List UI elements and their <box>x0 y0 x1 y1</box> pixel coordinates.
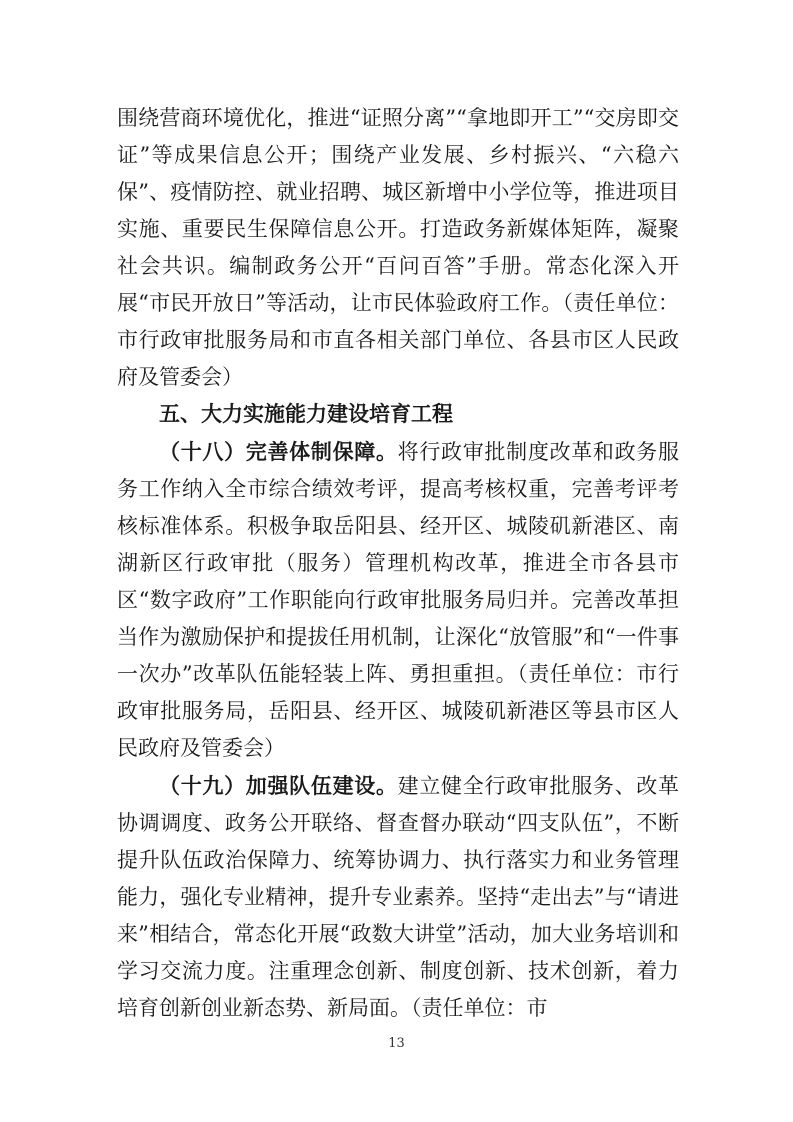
paragraph-19-title: （十九）加强队伍建设。 <box>159 773 398 798</box>
paragraph-18-body: 将行政审批制度改革和政务服务工作纳入全市综合绩效考评，提高考核权重，完善考评考核标准体系。积极争取岳阳县、经开区、城陵矶新港区、南湖新区行政审批（服务）管理机构改革，推进全市各县市区“数字政府”工作职能向行政审批服务局归并。完善改革担当作为激励保护和提拔任用机制，让深化“放管服”和“一件事一次办”改革队伍能轻装上阵、勇担重担。（责任单位：市行政审批服务局，岳阳县、经开区、城陵矶新港区等县市区人民政府及管委会） <box>117 440 680 760</box>
document-body <box>117 100 679 1027</box>
paragraph-19-body: 建立健全行政审批服务、改革协调调度、政务公开联络、督查督办联动“四支队伍”，不断提升队伍政治保障力、统筹协调力、执行落实力和业务管理能力，强化专业精神，提升专业素养。坚持“走出去”与“请进来”相结合，常态化开展“政数大讲堂”活动，加大业务培训和学习交流力度。注重理念创新、制度创新、技术创新，着力培育创新创业新态势、新局面。（责任单位：市 <box>117 774 680 1020</box>
paragraph-18-title: （十八）完善体制保障。 <box>159 439 398 464</box>
paragraph-19 <box>117 767 679 1027</box>
section-heading-5: 五、大力实施能力建设培育工程 <box>159 402 453 426</box>
page-number: 13 <box>388 1036 405 1051</box>
paragraph-18 <box>117 433 679 767</box>
paragraph-continuation: 围绕营商环境优化，推进“证照分离”“拿地即开工”“交房即交证”等成果信息公开；围绕产业发展、乡村振兴、“六稳六保”、疫情防控、就业招聘、城区新增中小学位等，推进项目实施、重要民生保障信息公开。打造政务新媒体矩阵，凝聚社会共识。编制政务公开“百问百答”手册。常态化深入开展“市民开放日”等活动，让市民体验政府工作。（责任单位：市行政审批服务局和市直各相关部门单位、各县市区人民政府及管委会） <box>117 106 679 389</box>
